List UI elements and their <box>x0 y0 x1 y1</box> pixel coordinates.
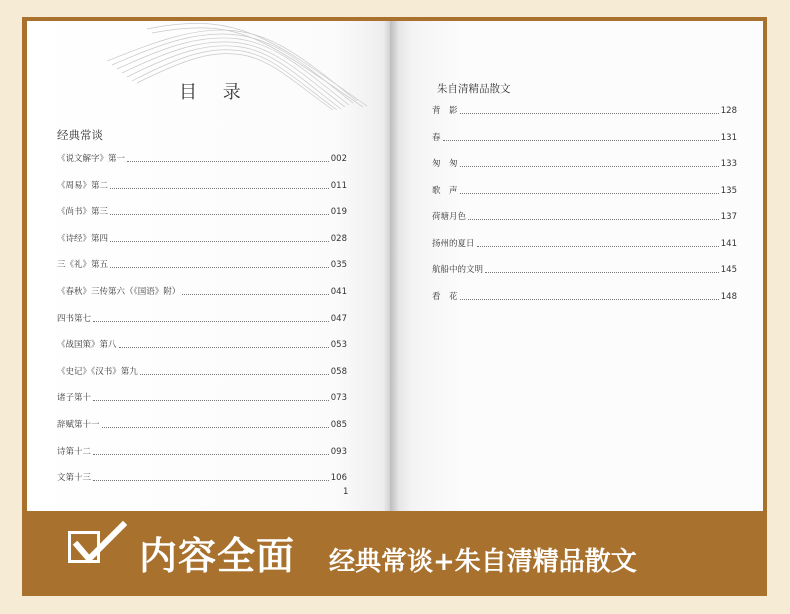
dot-leader <box>119 346 329 348</box>
right-page <box>390 21 763 511</box>
toc-entry <box>57 312 347 326</box>
toc-entry <box>57 258 347 272</box>
toc-entry-label: 匆 匆 <box>432 159 458 169</box>
dot-leader <box>460 298 719 300</box>
toc-entry <box>57 205 347 219</box>
toc-entry <box>432 237 737 251</box>
toc-entry-page: 137 <box>720 212 737 222</box>
checkmark-icon <box>71 521 127 567</box>
toc-entry-page: 093 <box>330 446 347 457</box>
toc-entry <box>57 232 347 246</box>
toc-entry-page: 141 <box>720 238 737 249</box>
dot-leader <box>127 160 329 162</box>
toc-entry-page: 053 <box>330 340 347 351</box>
section-title-essays: 朱自清精品散文 <box>437 83 511 95</box>
dot-leader <box>468 218 719 220</box>
banner-subline: 经典常谈+朱自清精品散文 <box>329 547 637 577</box>
toc-entry-page: 047 <box>330 313 347 324</box>
toc-entry-label: 《战国策》第八 <box>57 340 117 351</box>
toc-entry-page: 058 <box>330 366 347 377</box>
toc-entry-label: 看 花 <box>432 291 458 302</box>
toc-entry-page: 135 <box>720 185 737 196</box>
page-number: 1 <box>343 487 349 497</box>
toc-entry-page: 128 <box>720 106 737 116</box>
toc-entry <box>432 210 737 224</box>
dot-leader <box>93 320 329 322</box>
dot-leader <box>110 240 329 242</box>
toc-entry-page: 085 <box>330 420 347 430</box>
dot-leader <box>485 271 719 273</box>
toc-entry <box>57 152 347 166</box>
toc-entry <box>432 290 737 304</box>
toc-entry-label: 《说文解字》第一 <box>57 154 126 164</box>
dot-leader <box>477 245 719 247</box>
toc-entry-label: 《周易》第二 <box>57 180 109 191</box>
toc-entry-label: 《尚书》第三 <box>57 207 109 218</box>
section-title-classics: 经典常谈 <box>57 128 103 142</box>
toc-entry-label: 扬州的夏日 <box>432 238 475 249</box>
toc-entry-label: 辞赋第十一 <box>57 420 100 430</box>
dot-leader <box>110 213 329 215</box>
dot-leader <box>102 426 329 428</box>
toc-entry <box>57 445 347 459</box>
banner-headline: 内容全面 <box>139 534 296 578</box>
toc-entry-label: 三《礼》第五 <box>57 260 109 271</box>
dot-leader <box>93 479 329 481</box>
book-spine-shadow <box>383 21 399 511</box>
toc-entry-page: 148 <box>720 291 737 302</box>
toc-entry-label: 四书第七 <box>57 313 92 324</box>
toc-entry <box>57 365 347 379</box>
toc-entry-label: 航船中的文明 <box>432 265 484 275</box>
toc-entry-label: 歌 声 <box>432 185 458 196</box>
left-page <box>27 21 390 511</box>
dot-leader <box>110 187 329 189</box>
toc-entry-page: 133 <box>720 159 737 169</box>
toc-entry <box>432 184 737 198</box>
toc-entry-label: 《春秋》三传第六（《国语》附） <box>57 287 181 297</box>
toc-entry-label: 诗第十二 <box>57 446 92 457</box>
toc-entry-page: 145 <box>720 265 737 275</box>
toc-entry-page: 002 <box>330 154 347 164</box>
toc-entry <box>432 131 737 145</box>
open-book <box>27 21 763 511</box>
toc-entry <box>57 179 347 193</box>
toc-entry-page: 028 <box>330 233 347 244</box>
dot-leader <box>110 266 329 268</box>
toc-entry <box>432 157 737 171</box>
toc-entry <box>57 285 347 299</box>
toc-entry-page: 019 <box>330 207 347 218</box>
toc-entry <box>57 338 347 352</box>
toc-entry <box>57 391 347 405</box>
dot-leader <box>443 139 719 141</box>
toc-entry-page: 073 <box>330 393 347 404</box>
toc-entry-page: 131 <box>720 132 737 143</box>
dot-leader <box>93 453 329 455</box>
dot-leader <box>182 293 329 295</box>
toc-entry <box>57 418 347 432</box>
toc-entry-page: 106 <box>330 473 347 484</box>
toc-entry-page: 035 <box>330 260 347 271</box>
toc-title: 目 录 <box>179 82 251 103</box>
dot-leader <box>460 192 719 194</box>
dot-leader <box>140 373 329 375</box>
toc-entry-label: 《诗经》第四 <box>57 233 109 244</box>
toc-entry <box>57 471 347 485</box>
feature-banner <box>27 511 763 596</box>
toc-entry-label: 春 <box>432 132 441 143</box>
toc-entry-label: 文第十三 <box>57 473 92 484</box>
dot-leader <box>93 399 329 401</box>
toc-entry-label: 背 影 <box>432 106 458 116</box>
toc-entry-page: 011 <box>330 180 347 191</box>
toc-entry-page: 041 <box>330 287 347 297</box>
dot-leader <box>460 112 719 114</box>
toc-entry-label: 诸子第十 <box>57 393 92 404</box>
dot-leader <box>460 165 719 167</box>
toc-entry-label: 荷塘月色 <box>432 212 467 222</box>
toc-entry-label: 《史记》《汉书》第九 <box>57 366 138 377</box>
toc-entry <box>432 104 737 118</box>
toc-entry <box>432 263 737 277</box>
